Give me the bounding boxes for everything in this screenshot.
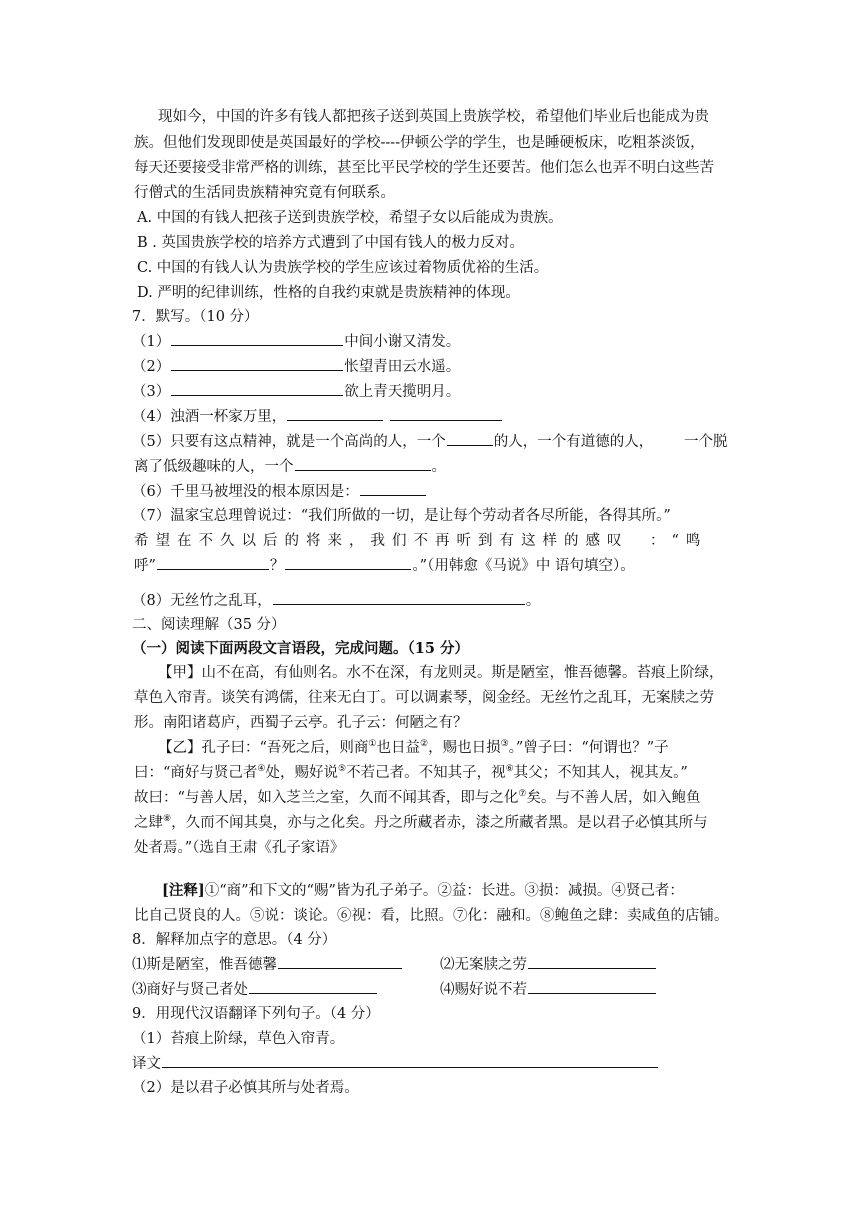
- translation-blank[interactable]: [162, 1053, 658, 1068]
- fill-blank[interactable]: [278, 954, 402, 969]
- q7-item-8: [132, 590, 540, 612]
- fill-blank[interactable]: [171, 381, 343, 396]
- q8-item-a-text: ⑴斯是陋室，惟吾德馨: [132, 957, 277, 973]
- section-2-sub-1: （一）阅读下面两段文言语段，完成问题。（15 分）: [132, 640, 469, 657]
- q8-item-c-text: ⑶商好与贤己者处: [132, 982, 248, 998]
- q7-item-1-num: （1）: [132, 334, 171, 350]
- yi-text: 矣。与不善人居，如入鲍鱼: [526, 790, 701, 806]
- yi-line-5: 处者焉。”（选自王肃《孔子家语》: [134, 840, 345, 856]
- q7-item-5-text-a: （5）只要有这点精神，就是一个高尚的人，一个: [132, 434, 446, 450]
- fill-blank[interactable]: [171, 356, 343, 371]
- notes-text: ①“商”和下文的“赐”皆为孔子弟子。②益：长进。③损：减损。④贤己者：: [204, 883, 684, 899]
- fill-blank[interactable]: [287, 406, 383, 421]
- q7-item-5-line-2: [134, 456, 446, 478]
- yi-line-1: [158, 737, 669, 759]
- footnote-marker: ④: [257, 764, 266, 775]
- q7-item-7-text-e: ？: [269, 558, 285, 574]
- fill-blank[interactable]: [390, 406, 502, 421]
- q9-translation-1: [132, 1053, 659, 1075]
- q7-item-6-text: （6）千里马被埋没的根本原因是：: [132, 484, 359, 500]
- fill-blank[interactable]: [295, 456, 431, 471]
- yi-text: 其父；不知其人，视其友。”: [513, 765, 688, 781]
- option-b: B . 英国贵族学校的培养方式遭到了中国有钱人的极力反对。: [137, 235, 524, 251]
- q8-item-d-text: ⑷赐好说不若: [440, 982, 527, 998]
- q7-item-7-line-2: 希望在不久以后的将来，我们不再听到有这样的感叹: [134, 533, 629, 549]
- q7-item-3: [132, 381, 460, 403]
- q9-sentence-1: （1）苔痕上阶绿，草色入帘青。: [132, 1031, 345, 1047]
- yi-text: ，久而不闻其臭，亦与之化矣。丹之所藏者赤，漆之所藏者黑。是以君子必慎其所与: [171, 815, 708, 831]
- q7-item-4: [132, 406, 503, 428]
- footnote-marker: ⑥: [505, 764, 514, 775]
- footnote-marker: ①: [368, 739, 377, 750]
- passage-line-3: 每天还要接受非常严格的训练，甚至比平民学校的学生还要苦。他们怎么也弄不明白这些苦: [134, 160, 714, 176]
- passage-line-1: 现如今，中国的许多有钱人都把孩子送到英国上贵族学校，希望他们毕业后也能成为贵: [158, 109, 709, 125]
- yi-line-3: [134, 787, 701, 809]
- notes-line-2: 比自己贤良的人。⑤说：谈论。⑥视：看，比照。⑦化：融和。⑧鲍鱼之肆：卖咸鱼的店铺。: [134, 908, 729, 924]
- fill-blank[interactable]: [157, 555, 269, 570]
- yi-text: ，赐也日损: [428, 740, 501, 756]
- fill-blank[interactable]: [285, 555, 411, 570]
- footnote-marker: ⑧: [163, 814, 172, 825]
- translation-label: 译文: [132, 1056, 161, 1072]
- jia-line-2: 草色入帘青。谈笑有鸿儒，往来无白丁。可以调素琴，阅金经。无丝竹之乱耳，无案牍之劳: [134, 690, 714, 706]
- q7-item-3-num: （3）: [132, 384, 171, 400]
- q7-item-8-end: 。: [525, 593, 541, 609]
- footnote-marker: ③: [500, 739, 509, 750]
- q8-item-c: [132, 979, 378, 1001]
- footnote-marker: ②: [420, 739, 429, 750]
- q7-item-3-text: 欲上青天揽明月。: [344, 384, 461, 400]
- yi-text: 故曰：“与善人居，如入芝兰之室，久而不闻其香，即与之化: [134, 790, 519, 806]
- q8-item-b-text: ⑵无案牍之劳: [440, 957, 527, 973]
- yi-text: 曰：“商好与贤己者: [134, 765, 258, 781]
- fill-blank[interactable]: [249, 979, 377, 994]
- yi-text: 。”曾子曰：“何谓也？”子: [508, 740, 669, 756]
- option-c: C. 中国的有钱人认为贵族学校的学生应该过着物质优裕的生活。: [137, 260, 549, 276]
- fill-blank[interactable]: [528, 954, 656, 969]
- yi-line-2: [134, 762, 688, 784]
- section-2-title: 二、阅读理解（35 分）: [132, 617, 286, 633]
- q7-item-5-text-d: 离了低级趣味的人，一个: [134, 459, 294, 475]
- jia-line-3: 形。南阳诸葛庐，西蜀子云亭。孔子云：何陋之有？: [134, 715, 468, 731]
- footnote-marker: ⑤: [338, 764, 347, 775]
- q7-item-5-tail: 一个脱: [684, 434, 728, 450]
- fill-blank[interactable]: [528, 979, 656, 994]
- yi-text: 也日益: [376, 740, 420, 756]
- notes-line-1: [162, 880, 684, 902]
- yi-text: 【乙】孔子曰：“吾死之后，则商: [158, 740, 369, 756]
- q7-item-1-text: 中间小谢又清发。: [344, 334, 461, 350]
- q7-item-7-line-2-tail: ：“鸣: [650, 533, 708, 549]
- q7-item-7: （7）温家宝总理曾说过：“我们所做的一切，是让每个劳动者各尽所能，各得其所。”: [132, 508, 671, 524]
- footnote-marker: ⑦: [518, 789, 527, 800]
- q8-title: 8．解释加点字的意思。（4 分）: [132, 932, 337, 948]
- q7-item-1: [132, 331, 460, 353]
- passage-line-4: 行僧式的生活同贵族精神究竟有何联系。: [134, 185, 395, 201]
- q7-item-2: [132, 356, 460, 378]
- fill-blank[interactable]: [171, 331, 343, 346]
- q7-title: 7．默写。（10 分）: [132, 309, 259, 325]
- yi-line-4: [134, 812, 708, 834]
- jia-line-1: 【甲】山不在高，有仙则名。水不在深，有龙则灵。斯是陋室，惟吾德馨。苔痕上阶绿，: [158, 665, 724, 681]
- yi-text: 之肆: [134, 815, 163, 831]
- fill-blank[interactable]: [447, 431, 493, 446]
- q8-item-a: [132, 954, 403, 976]
- yi-text: 不若己者。不知其子，视: [346, 765, 506, 781]
- fill-blank[interactable]: [273, 590, 525, 605]
- notes-label: [注释]: [162, 882, 205, 899]
- q9-title: 9．用现代汉语翻译下列句子。（4 分）: [132, 1006, 380, 1022]
- passage-line-2: 族。但他们发现即使是英国最好的学校----伊顿公学的学生，也是睡硬板床，吃粗茶淡饭，: [134, 135, 705, 151]
- q8-item-d: [440, 979, 657, 1001]
- option-d: D. 严明的纪律训练，性格的自我约束就是贵族精神的体现。: [137, 285, 520, 301]
- q9-sentence-2: （2）是以君子必慎其所与处者焉。: [132, 1080, 359, 1096]
- q7-item-7-line-3: [134, 555, 635, 577]
- q7-item-5: [132, 431, 653, 453]
- q7-item-2-text: 怅望青田云水遥。: [344, 359, 461, 375]
- fill-blank[interactable]: [360, 481, 426, 496]
- q7-item-4-text: （4）浊酒一杯家万里，: [132, 409, 287, 425]
- q7-item-6: [132, 481, 427, 503]
- q7-item-8-text: （8）无丝竹之乱耳，: [132, 593, 272, 609]
- q7-item-5-text-b: 的人，一个有道德的人，: [493, 434, 654, 450]
- q7-item-7-text-d: 呼”: [134, 558, 156, 574]
- q7-item-7-text-f: 。”（用韩愈《马说》中 语句填空）。: [412, 558, 635, 574]
- q7-item-2-num: （2）: [132, 359, 171, 375]
- q7-item-5-text-e: 。: [431, 459, 446, 475]
- option-a: A. 中国的有钱人把孩子送到贵族学校，希望子女以后能成为贵族。: [137, 210, 563, 226]
- yi-text: 处，赐好说: [265, 765, 338, 781]
- q8-item-b: [440, 954, 657, 976]
